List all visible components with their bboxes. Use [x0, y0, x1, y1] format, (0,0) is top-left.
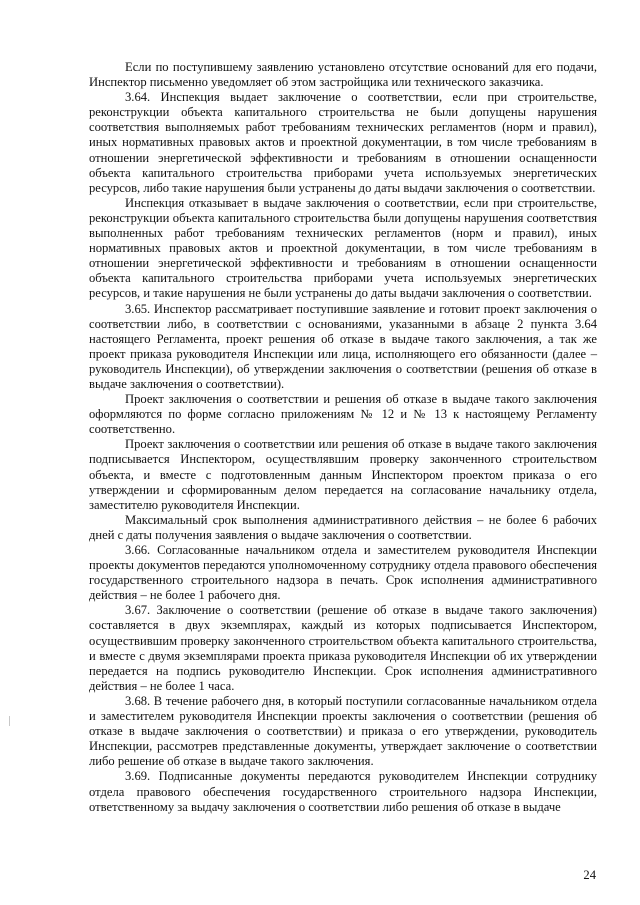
page-number: 24 — [583, 868, 596, 882]
paragraph-3-64: 3.64. Инспекция выдает заключение о соответствии, если при строительстве, реконструкции объекта капитального строительства не были допущены нарушения соответствия выполняемых работ требованиям технических регламентов (норм и правил), иных нормативных правовых актов и проектной документации, в том числе требованиям в отношении энергетической эффективности и требованиям в отношении оснащенности объекта капитального строительства приборами учета используемых энергетических ресурсов, либо такие нарушения были устранены до даты выдачи заключения о соответствии. — [89, 90, 597, 195]
paragraph-3-67: 3.67. Заключение о соответствии (решение об отказе в выдаче такого заключения) составляется в двух экземплярах, каждый из которых подписывается Инспектором, осуществившим проверку законченного строительством объекта капитального строительства, и вместе с двумя экземплярами проекта приказа руководителя Инспекции об их утверждении передается на подпись руководителю Инспекции. Срок исполнения административного действия – не более 1 часа. — [89, 603, 597, 693]
paragraph-max-term: Максимальный срок выполнения административного действия – не более 6 рабочих дней с даты получения заявления о выдаче заключения о соответствии. — [89, 512, 597, 542]
paragraph-3-68: 3.68. В течение рабочего дня, в который поступили согласованные начальником отдела и заместителем руководителя Инспекции проекты заключения о соответствии (решения об отказе в выдаче заключения о соответствии) и приказа о его утверждении, руководитель Инспекции, рассмотрев представленные документы, утверждает заключение о соответствии либо решение об отказе в выдаче такого заключения. — [89, 693, 597, 769]
document-body — [89, 60, 597, 815]
paragraph-notice-no-grounds: Если по поступившему заявлению установлено отсутствие оснований для его подачи, Инспектор письменно уведомляет об этом застройщика или технического заказчика. — [89, 60, 597, 90]
paragraph-3-69: 3.69. Подписанные документы передаются руководителем Инспекции сотруднику отдела правового обеспечения государственного строительного надзора Инспекции, ответственному за выдачу заключения о соответствии либо решения об отказе в выдаче — [89, 769, 597, 814]
paragraph-refusal-grounds: Инспекция отказывает в выдаче заключения о соответствии, если при строительстве, реконструкции объекта капитального строительства были допущены нарушения соответствия выполненных работ требованиям технических регламентов (норм и правил), иных нормативных правовых актов и проектной документации, в том числе требованиям в отношении энергетической эффективности и требованиям в отношении оснащенности объекта капитального строительства приборами учета используемых энергетических ресурсов, и такие нарушения не были устранены до даты выдачи заключения о соответствии. — [89, 195, 597, 301]
paragraph-signing: Проект заключения о соответствии или решения об отказе в выдаче такого заключения подписывается Инспектором, осуществлявшим проверку законченного строительством объекта, и вместе с подготовленным данным Инспектором проектом приказа о его утверждении и сформированным делом передается на согласование начальнику отдела, заместителю руководителя Инспекции. — [89, 437, 597, 512]
paragraph-3-65: 3.65. Инспектор рассматривает поступившие заявление и готовит проект заключения о соответствии либо, в соответствии с основаниями, указанными в абзаце 2 пункта 3.64 настоящего Регламента, проект решения об отказе в выдаче такого заключения, а так же проект приказа руководителя Инспекции или лица, исполняющего его обязанности (далее – руководитель Инспекции), об утверждении заключения о соответствии (решения об отказе в выдаче заключения о соответствии). — [89, 301, 597, 391]
scan-margin-mark — [9, 716, 10, 726]
paragraph-forms: Проект заключения о соответствии и решения об отказе в выдаче такого заключения оформляются по форме согласно приложениям № 12 и № 13 к настоящему Регламенту соответственно. — [89, 392, 597, 437]
paragraph-3-66: 3.66. Согласованные начальником отдела и заместителем руководителя Инспекции проекты документов передаются уполномоченному сотруднику отдела правового обеспечения государственного строительного надзора в печать. Срок исполнения административного действия – не более 1 рабочего дня. — [89, 543, 597, 603]
